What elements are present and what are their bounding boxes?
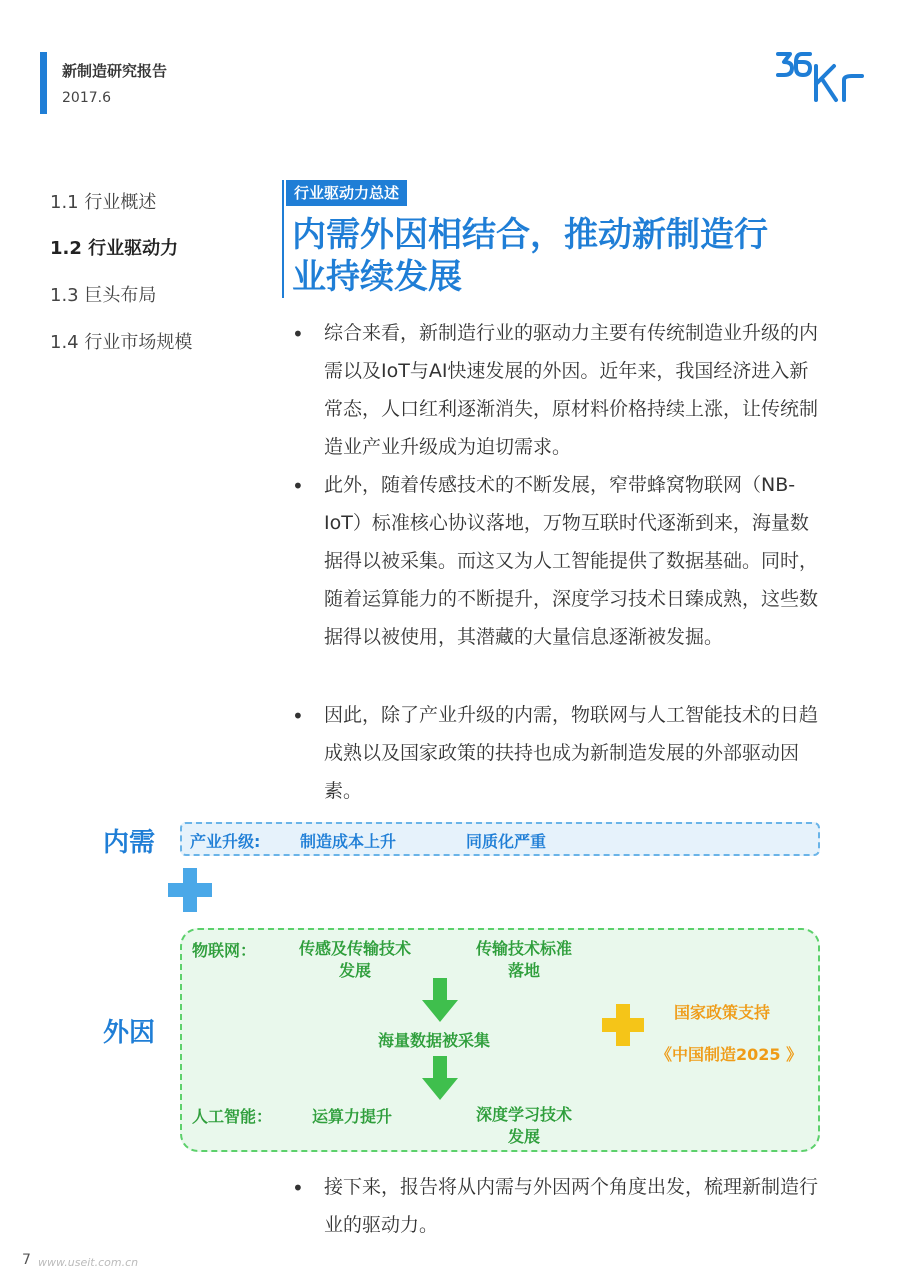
- rising-cost-item: 制造成本上升: [300, 832, 397, 851]
- bullet-dot: •: [292, 322, 304, 346]
- section-tag: 行业驱动力总述: [286, 180, 407, 206]
- policy-support-item: 国家政策支持: [674, 1003, 771, 1022]
- compute-power-item: 运算力提升: [312, 1107, 393, 1126]
- deep-learning-item: 深度学习技术 发展: [475, 1105, 572, 1146]
- tech-standard-item: 传输技术标准 落地: [475, 939, 572, 980]
- section-accent-line: [282, 180, 284, 298]
- industry-upgrade-category: 产业升级:: [190, 832, 261, 851]
- header-accent-bar: [40, 52, 47, 114]
- section-heading: [292, 214, 832, 298]
- bullet-paragraph-4: 接下来，报告将从内需与外因两个角度出发，梳理新制造行业的驱动力。: [324, 1176, 819, 1236]
- section-heading-line1: 内需外因相结合，推动新制造行: [292, 215, 768, 255]
- sensor-tech-item: 传感及传输技术 发展: [298, 939, 411, 980]
- nav-item-market-size[interactable]: 1.4 行业市场规模: [50, 332, 193, 353]
- nav-item-giants-layout[interactable]: 1.3 巨头布局: [50, 285, 157, 306]
- bullet-dot: •: [292, 474, 304, 498]
- nav-item-driving-force[interactable]: 1.2 行业驱动力: [50, 238, 179, 259]
- page-number: 7: [22, 1252, 31, 1268]
- report-title: 新制造研究报告: [62, 62, 168, 80]
- plus-icon: [166, 866, 214, 914]
- bullet-dot: •: [292, 704, 304, 728]
- made-in-china-2025-item: 《中国制造2025 》: [656, 1045, 803, 1064]
- arrow-down-icon: [422, 978, 458, 1022]
- iot-category: 物联网：: [192, 941, 257, 960]
- homogenization-item: 同质化严重: [466, 832, 547, 851]
- report-date: 2017.6: [62, 90, 111, 106]
- external-factor-label: 外因: [103, 1018, 156, 1048]
- 36kr-logo: [776, 48, 876, 104]
- section-heading-line2: 业持续发展: [292, 257, 462, 297]
- bullet-paragraph-2: 此外，随着传感技术的不断发展，窄带蜂窝物联网（NB-IoT）标准核心协议落地，万物互联时代逐渐到来，海量数据得以被采集。而这又为人工智能提供了数据基础。同时，随着运算能力的不断提升，深度学习技术日臻成熟，这些数据得以被使用，其潜藏的大量信息逐渐被发掘。: [324, 474, 819, 648]
- plus-icon: [600, 1002, 646, 1048]
- bullet-paragraph-1: 综合来看，新制造行业的驱动力主要有传统制造业升级的内需以及IoT与AI快速发展的外因。近年来，我国经济进入新常态，人口红利逐渐消失，原材料价格持续上涨，让传统制造业产业升级成为迫切需求。: [324, 322, 819, 458]
- arrow-down-icon: [422, 1056, 458, 1100]
- ai-category: 人工智能：: [192, 1107, 273, 1126]
- massive-data-item: 海量数据被采集: [378, 1031, 491, 1050]
- bullet-dot: •: [292, 1176, 304, 1200]
- watermark: www.useit.com.cn: [38, 1256, 139, 1269]
- internal-demand-label: 内需: [103, 828, 156, 858]
- nav-item-overview[interactable]: 1.1 行业概述: [50, 192, 157, 213]
- bullet-paragraph-3: 因此，除了产业升级的内需，物联网与人工智能技术的日趋成熟以及国家政策的扶持也成为新制造发展的外部驱动因素。: [324, 704, 819, 802]
